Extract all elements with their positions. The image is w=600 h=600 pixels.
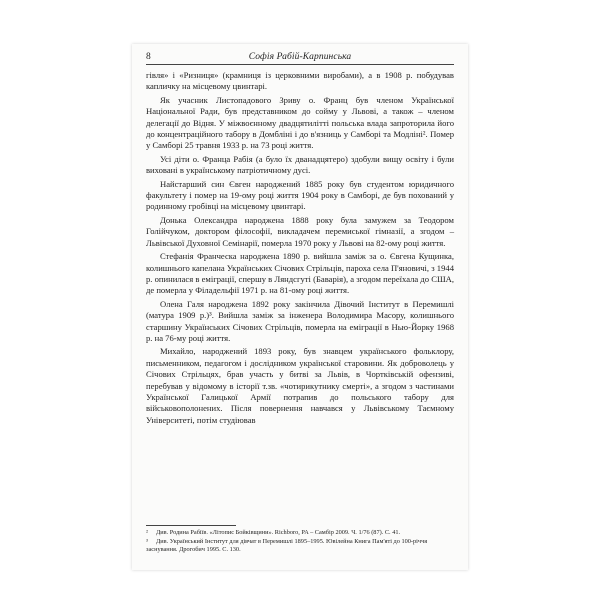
paragraph: Михайло, народжений 1893 року, був знавцем українського фольклору, письменником, педагогом і дослідником української старовини. Як доброволець у Січових Стрільцях, брав участь у битві за Львів, в Чортківській офензиві, перебував у відомому в історії т.зв. «чотирикутнику смерті», а згодом з частинами Української Галицької Армії потрапив до польського табору для військовополонених. Після повернення навчався у Львівському Таємному Університеті, потім студіював (146, 346, 454, 425)
footnote-number: ² (146, 529, 148, 536)
paragraph: Як учасник Листопадового Зриву о. Франц був членом Української Національної Ради, був представником до сойму у Львові, а також – членом делегації до Відня. У міжвоєнному двадцятилітті польська влада запроторила його до концентраційного табору в Домбліні і до в'язниць у Самборі та Модліні². Помер у Самборі 25 травня 1933 р. на 73 році життя. (146, 94, 454, 151)
footnote-rule (146, 525, 236, 526)
footnotes (146, 529, 454, 556)
paragraph: Стефанія Франческа народжена 1890 р. вийшла заміж за о. Євгена Кущинка, колишнього капелана Українських Січових Стрільців, пароха села П'яновичі, з 1944 р. опинилася в еміграції, спершу в Ляндсгуті (Баварія), а згодом переїхала до США, де померла у Філадельфії 1971 р. на 81-ому році життя. (146, 251, 454, 296)
footnote (146, 529, 454, 537)
footnote-text: Див. Український Інститут для дівчат в Перемишлі 1895–1995. Ювілейна Книга Пам'яті до 100-річчя заснування. Дрогобич 1995. С. 130. (146, 538, 428, 554)
paragraph: Донька Олександра народжена 1888 року була замужем за Теодором Голійчуком, доктором філософії, викладачем перемиської гімназії, а згодом – Львівської Духовної Семінарії, померла 1970 року у Львові на 82-ому році життя. (146, 214, 454, 248)
paragraph: Найстарший син Євген народжений 1885 року був студентом юридичного факультету і помер на 19-ому році життя 1904 року в Самборі, де був похований у родинному гробівці на місцевому цвинтарі. (146, 178, 454, 212)
page-number: 8 (146, 52, 151, 62)
header-rule (146, 64, 454, 65)
body-text (146, 70, 454, 428)
paragraph: Олена Галя народжена 1892 року закінчила Дівочий Інститут в Перемишлі (матура 1909 р.)³. Вийшла заміж за інженера Володимира Масору, колишнього старшину Українських Січових Стрільців, померла на еміграції в Нью-Йорку 1968 р. на 76-му році життя. (146, 298, 454, 343)
running-title: Софія Рабій-Карпинська (248, 52, 352, 62)
paragraph: Усі діти о. Франца Рабія (а було їх дванадцятеро) здобули вищу освіту і були виховані в українському патріотичному дусі. (146, 153, 454, 176)
paragraph: гівля» і «Ризниця» (крамниця із церковними виробами), а в 1908 р. побудував капличку на місцевому цвинтарі. (146, 70, 454, 92)
footnote-number: ³ (146, 538, 148, 546)
page-header (146, 48, 454, 68)
book-page (132, 44, 468, 570)
footnote (146, 538, 454, 554)
footnote-text: Див. Родина Рабіїв. «Літопис Бойківщини». Richboro, PA – Самбір 2009. Ч. 1/76 (87). С. 41. (156, 529, 401, 536)
